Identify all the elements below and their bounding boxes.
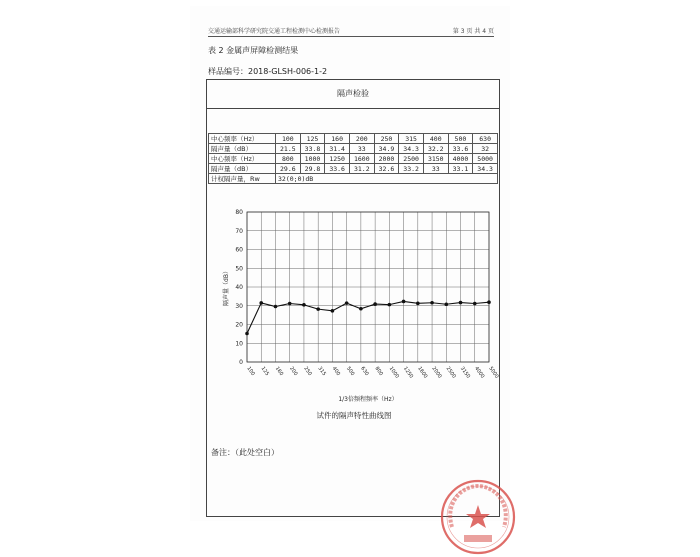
transmission-loss-chart <box>221 204 500 404</box>
results-table <box>208 133 498 184</box>
chart-caption: 试件的隔声特性曲线图 <box>316 411 392 420</box>
table-cell: 32.2 <box>423 144 448 154</box>
table-cell: 160 <box>325 134 350 144</box>
table-cell: 315 <box>399 134 424 144</box>
table-cell: 4000 <box>448 154 473 164</box>
table-cell: 250 <box>374 134 399 144</box>
table-cell: 630 <box>473 134 498 144</box>
x-tick-label: 1000 <box>387 365 400 380</box>
table-cell: 29.8 <box>300 164 325 174</box>
table-cell: 1250 <box>325 154 350 164</box>
table-cell: 33.8 <box>300 144 325 154</box>
x-tick-label: 1600 <box>416 365 429 380</box>
table-cell: 21.5 <box>276 144 301 154</box>
x-tick-label: 250 <box>302 365 313 377</box>
y-tick-label: 50 <box>235 265 243 273</box>
table-cell: 2000 <box>374 154 399 164</box>
table-row <box>209 134 498 144</box>
data-point <box>473 302 477 306</box>
table-cell: 1000 <box>300 154 325 164</box>
x-tick-label: 125 <box>259 365 270 377</box>
x-tick-label: 2500 <box>444 365 457 380</box>
x-tick-label: 630 <box>359 365 370 377</box>
data-point <box>373 302 377 306</box>
table-cell: 32.6 <box>374 164 399 174</box>
data-point <box>274 305 278 309</box>
x-tick-label: 500 <box>345 365 356 377</box>
data-point <box>430 301 434 305</box>
data-point <box>402 300 406 304</box>
table-cell: 3150 <box>423 154 448 164</box>
data-point <box>288 302 292 306</box>
y-tick-label: 0 <box>239 359 243 366</box>
x-tick-label: 160 <box>273 365 285 377</box>
report-page <box>190 6 510 521</box>
y-tick-label: 30 <box>235 302 243 310</box>
y-tick-label: 20 <box>235 321 243 329</box>
data-point <box>359 307 363 311</box>
table-row <box>209 164 498 174</box>
table-cell: 33 <box>423 164 448 174</box>
y-tick-label: 60 <box>235 246 243 254</box>
header-divider <box>208 36 494 37</box>
data-point <box>459 301 463 305</box>
table-cell: 34.3 <box>473 164 498 174</box>
x-tick-label: 100 <box>245 365 256 377</box>
y-tick-label: 10 <box>235 340 243 348</box>
data-point <box>316 307 320 311</box>
x-tick-label: 4000 <box>473 365 486 380</box>
table-cell: 100 <box>276 134 301 144</box>
table-cell: 31.2 <box>349 164 374 174</box>
table-cell: 29.6 <box>276 164 301 174</box>
table-title: 表 2 金属声屏障检测结果 <box>208 46 299 55</box>
x-tick-label: 2000 <box>430 365 443 380</box>
table-cell: 33.1 <box>448 164 473 174</box>
table-row <box>209 174 498 184</box>
table-cell: 34.3 <box>399 144 424 154</box>
table-row <box>209 154 498 164</box>
header-page-number: 第 3 页 共 4 页 <box>452 28 494 35</box>
section-title: 隔声检验 <box>207 80 499 109</box>
x-tick-label: 400 <box>330 365 342 377</box>
table-row <box>209 144 498 154</box>
data-point <box>444 302 448 306</box>
data-point <box>245 332 249 336</box>
table-cell: 32 <box>473 144 498 154</box>
data-point <box>331 309 335 313</box>
x-axis-label: 1/3倍频程频率（Hz） <box>338 396 398 403</box>
row-label: 计权隔声量，Rw <box>209 174 276 184</box>
table-cell: 31.4 <box>325 144 350 154</box>
y-axis-label: 隔声量（dB） <box>223 268 230 306</box>
table-cell: 800 <box>276 154 301 164</box>
data-point <box>302 303 306 307</box>
x-tick-label: 1250 <box>401 365 415 380</box>
row-label: 隔声量（dB） <box>209 164 276 174</box>
x-tick-label: 3150 <box>458 365 472 380</box>
table-cell: 33.2 <box>399 164 424 174</box>
x-tick-label: 200 <box>288 365 299 377</box>
x-tick-label: 800 <box>373 365 384 377</box>
data-point <box>388 303 392 307</box>
data-point <box>345 301 349 305</box>
row-label: 中心频率（Hz） <box>209 154 276 164</box>
table-cell: 34.9 <box>374 144 399 154</box>
table-cell: 500 <box>448 134 473 144</box>
rw-value: 32(0;0)dB <box>276 174 498 184</box>
header-organization: 交通运输部科学研究院交通工程检测中心检测报告 <box>208 28 341 35</box>
table-cell: 33 <box>349 144 374 154</box>
table-cell: 125 <box>300 134 325 144</box>
sample-number: 样品编号：2018-GLSH-006-1-2 <box>208 67 328 76</box>
row-label: 隔声量（dB） <box>209 144 276 154</box>
row-label: 中心频率（Hz） <box>209 134 276 144</box>
data-point <box>416 302 420 306</box>
x-tick-label: 5000 <box>487 365 500 380</box>
y-tick-label: 40 <box>235 284 243 291</box>
x-tick-label: 315 <box>316 365 327 377</box>
table-cell: 200 <box>349 134 374 144</box>
table-cell: 33.6 <box>448 144 473 154</box>
series-line <box>247 301 489 333</box>
data-point <box>487 300 491 304</box>
chart-svg <box>221 204 500 404</box>
official-seal <box>438 477 518 557</box>
table-cell: 33.6 <box>325 164 350 174</box>
y-tick-label: 80 <box>235 209 243 216</box>
table-cell: 400 <box>423 134 448 144</box>
data-point <box>259 301 263 305</box>
results-frame <box>206 79 500 517</box>
table-cell: 2500 <box>399 154 424 164</box>
y-tick-label: 70 <box>235 227 243 235</box>
table-cell: 5000 <box>473 154 498 164</box>
remarks: 备注：（此处空白） <box>211 448 279 457</box>
table-cell: 1600 <box>349 154 374 164</box>
